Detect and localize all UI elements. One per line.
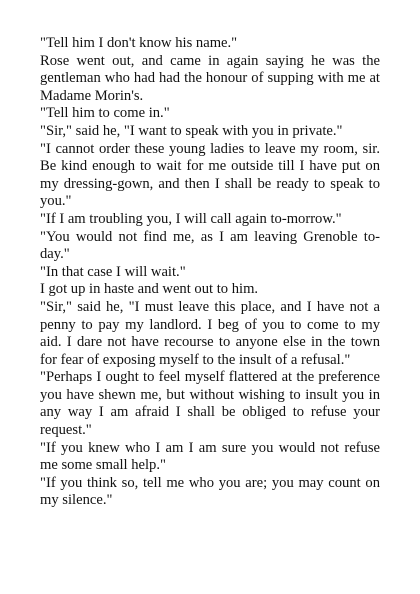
paragraph: "Sir," said he, "I must leave this place, and I have not a penny to pay my landlord. I beg of you to come to my aid. I dare not have recourse to anyone else in the town for fear of exposing myself to the insult of a refusal." [40, 298, 380, 368]
paragraph: Rose went out, and came in again saying he was the gentleman who had had the honour of supping with me at Madame Morin's. [40, 52, 380, 104]
paragraph: "Perhaps I ought to feel myself flattered at the preference you have shewn me, but without wishing to insult you in any way I am afraid I shall be obliged to refuse your request." [40, 369, 380, 439]
paragraph: "You would not find me, as I am leaving Grenoble to-day." [40, 228, 380, 263]
paragraph: "If I am troubling you, I will call again to-morrow." [40, 210, 342, 227]
paragraph: "I cannot order these young ladies to leave my room, sir. Be kind enough to wait for me outside till I have put on my dressing-gown, and then I shall be ready to speak to you." [40, 140, 380, 210]
paragraph: "In that case I will wait." [40, 263, 186, 280]
paragraph: "Tell him to come in." [40, 105, 170, 122]
paragraph: "If you knew who I am I am sure you would not refuse me some small help." [40, 439, 380, 474]
paragraph: "Sir," said he, "I want to speak with you in private." [40, 122, 343, 139]
paragraph: I got up in haste and went out to him. [40, 281, 259, 298]
paragraph: "If you think so, tell me who you are; you may count on my silence." [40, 474, 380, 509]
paragraph: "Tell him I don't know his name." [40, 35, 238, 51]
book-page-text [40, 35, 380, 510]
